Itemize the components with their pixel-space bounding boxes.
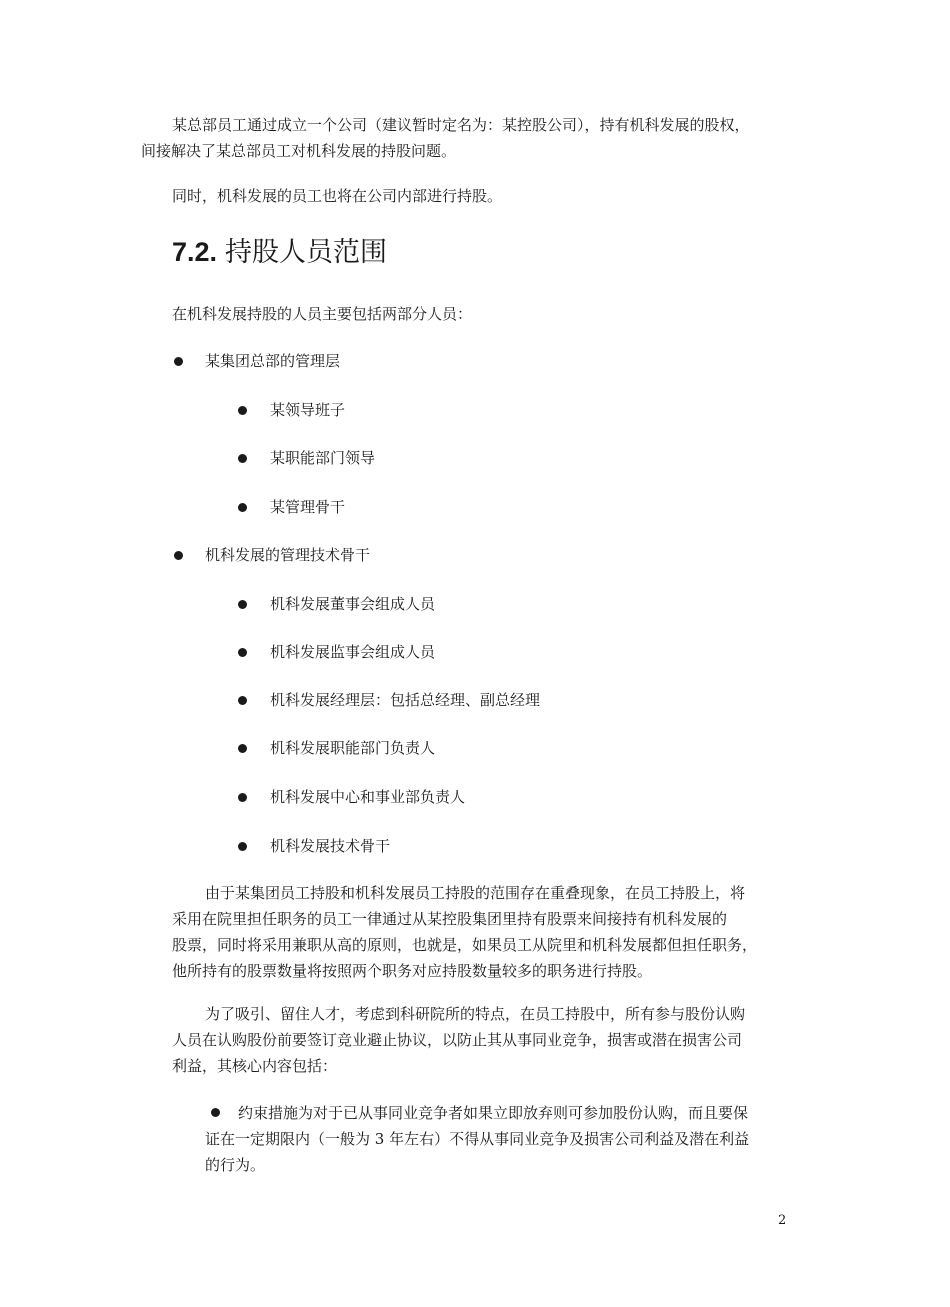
bullet-icon bbox=[238, 842, 247, 851]
bullet-icon bbox=[174, 551, 183, 560]
bullet-icon bbox=[174, 357, 183, 366]
bullet-icon bbox=[238, 454, 247, 463]
section-number: 7.2. bbox=[172, 237, 218, 267]
list-item: 机科发展中心和事业部负责人 bbox=[270, 788, 466, 806]
bullet-icon bbox=[238, 503, 247, 512]
list-item: 机科发展监事会组成人员 bbox=[270, 643, 436, 661]
list-item: 某领导班子 bbox=[270, 401, 346, 419]
intro-paragraph-line: 某总部员工通过成立一个公司（建议暂时定名为：某控股公司），持有机科发展的股权， bbox=[172, 116, 750, 134]
bullet-icon bbox=[211, 1108, 220, 1117]
talent-paragraph-line: 利益，其核心内容包括： bbox=[172, 1057, 338, 1075]
constraint-line: 的行为。 bbox=[205, 1156, 266, 1174]
constraint-line: 约束措施为对于已从事同业竞争者如果立即放弃则可参加股份认购，而且要保 bbox=[238, 1104, 749, 1122]
constraint-line: 证在一定期限内（一般为 3 年左右）不得从事同业竞争及损害公司利益及潜在利益 bbox=[205, 1130, 750, 1148]
list-item: 某管理骨干 bbox=[270, 498, 346, 516]
bullet-icon bbox=[238, 600, 247, 609]
talent-paragraph-line: 为了吸引、留住人才，考虑到科研院所的特点，在员工持股中，所有参与股份认购 bbox=[205, 1005, 746, 1023]
bullet-icon bbox=[238, 744, 247, 753]
overlap-paragraph-line: 采用在院里担任职务的员工一律通过从某控股集团里持有股票来间接持有机科发展的 bbox=[172, 910, 728, 928]
list-item: 机科发展经理层：包括总经理、副总经理 bbox=[270, 691, 541, 709]
overlap-paragraph-line: 他所持有的股票数量将按照两个职务对应持股数量较多的职务进行持股。 bbox=[172, 962, 653, 980]
list-group-label: 机科发展的管理技术骨干 bbox=[205, 546, 371, 564]
talent-paragraph-line: 人员在认购股份前要签订竞业避止协议，以防止其从事同业竞争，损害或潜在损害公司 bbox=[172, 1031, 743, 1049]
bullet-icon bbox=[238, 406, 247, 415]
section-heading bbox=[172, 232, 387, 273]
section-title: 持股人员范围 bbox=[225, 237, 388, 268]
list-group-label: 某集团总部的管理层 bbox=[205, 352, 341, 370]
overlap-paragraph-line: 股票，同时将采用兼职从高的原则，也就是，如果员工从院里和机科发展都但担任职务， bbox=[172, 936, 758, 954]
list-item: 机科发展职能部门负责人 bbox=[270, 739, 436, 757]
bullet-icon bbox=[238, 793, 247, 802]
overlap-paragraph-line: 由于某集团员工持股和机科发展员工持股的范围存在重叠现象，在员工持股上，将 bbox=[205, 884, 746, 902]
list-item: 机科发展技术骨干 bbox=[270, 837, 391, 855]
page-number: 2 bbox=[778, 1213, 787, 1228]
bullet-icon bbox=[238, 648, 247, 657]
list-item: 某职能部门领导 bbox=[270, 449, 376, 467]
intro-paragraph-line: 间接解决了某总部员工对机科发展的持股问题。 bbox=[141, 142, 457, 160]
bullet-icon bbox=[238, 696, 247, 705]
section-lead: 在机科发展持股的人员主要包括两部分人员： bbox=[172, 305, 473, 323]
intro-paragraph-2: 同时，机科发展的员工也将在公司内部进行持股。 bbox=[172, 187, 503, 205]
list-item: 机科发展董事会组成人员 bbox=[270, 595, 436, 613]
